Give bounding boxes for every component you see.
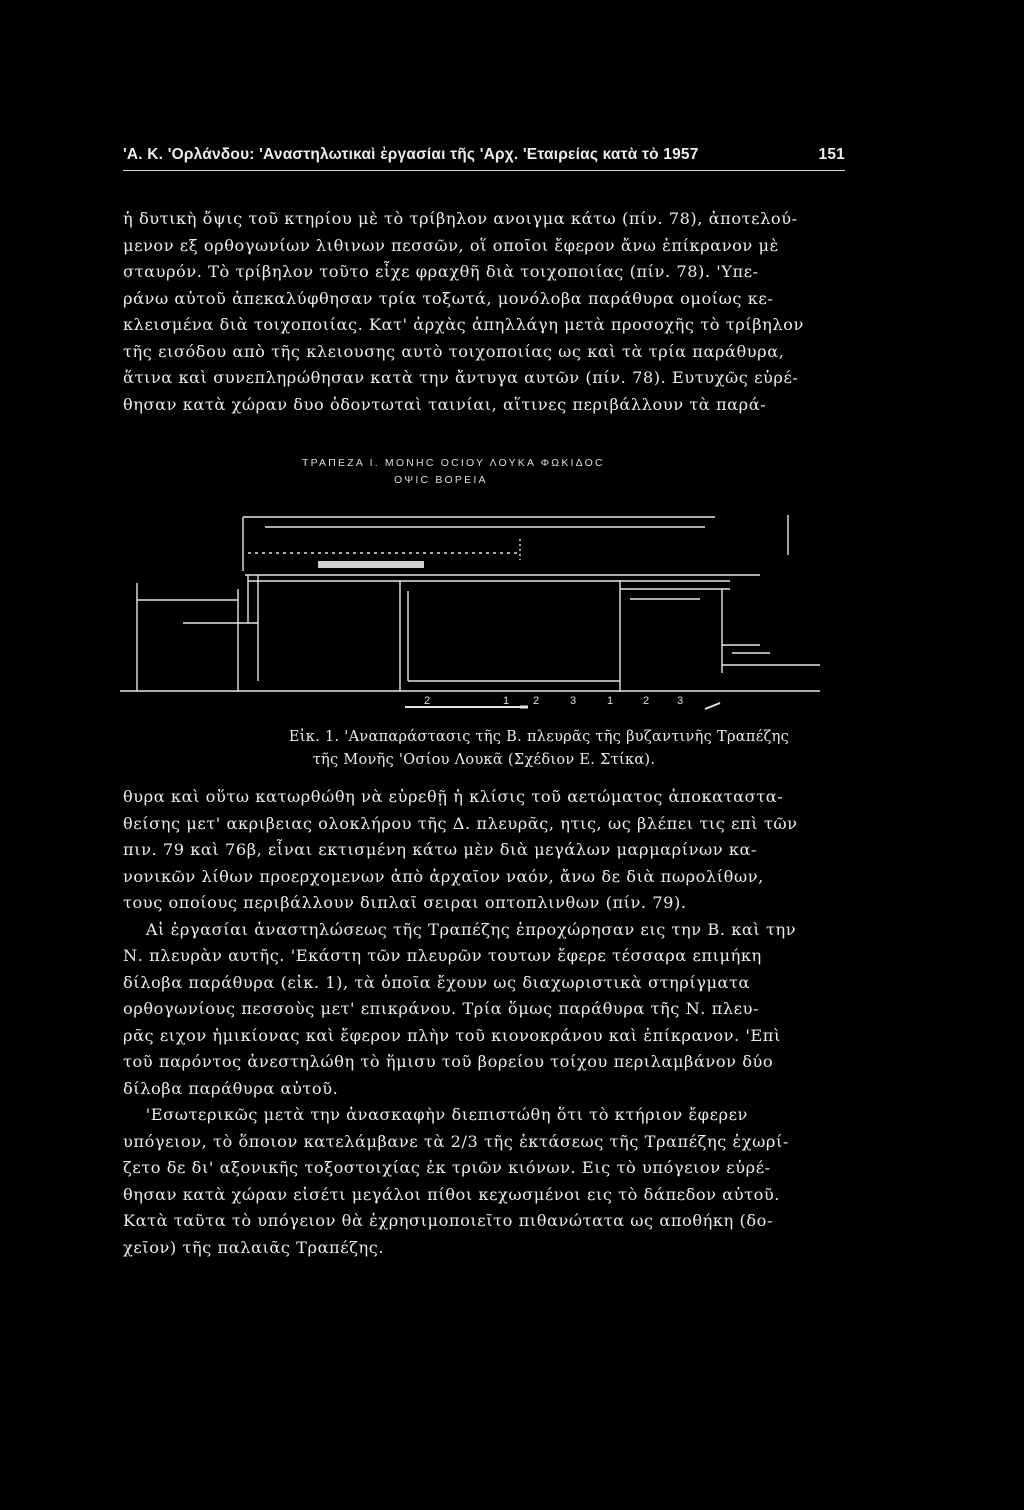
text-line: τῆς εισόδου απὸ τῆς κλειουσης αυτὸ τοιχοποιίας ως καὶ τὰ τρία παράθυρα,: [123, 341, 785, 361]
text-line: ἅτινα καὶ συνεπληρώθησαν κατὰ την ἄντυγα αυτῶν (πίν. 78). Ευτυχῶς εὑρέ-: [123, 368, 799, 387]
text-line: 'Εσωτερικῶς μετὰ την ἀνασκαφὴν διεπιστώθη ὅτι τὸ κτήριον ἔφερεν: [123, 1105, 748, 1124]
scale-label: 1: [607, 695, 614, 707]
text-line: ζετο δε δι' αξονικῆς τοξοστοιχίας ἐκ τριῶν κιόνων. Εις τὸ υπόγειον εὑρέ-: [123, 1158, 771, 1177]
text-line: θείσης μετ' ακριβειας ολοκλήρου τῆς Δ. πλευρᾶς, ητις, ως βλέπει τις επὶ τῶν: [123, 813, 798, 833]
scale-label: 2: [424, 695, 431, 707]
text-line: δίλοβα παράθυρα αὐτοῦ.: [123, 1078, 339, 1098]
text-line: μενον εξ ορθογωνίων λιθινων πεσσῶν, οἵ οποῖοι ἔφερον ἄνω ἐπίκρανον μὲ: [123, 235, 779, 255]
text-line: τους οποίους περιβάλλουν διπλαῖ σειραι οπτοπλινθων (πίν. 79).: [123, 893, 687, 912]
text-line: τοῦ παρόντος ἀνεστηλώθη τὸ ἥμισυ τοῦ βορείου τοίχου περιλαμβάνον δύο: [123, 1052, 774, 1071]
figure-title-line-1: ΤΡΑΠΕΖΑ Ι. ΜΟΝΗC ΟCΙΟΥ ΛΟΥΚΑ ΦΩΚΙΔΟC: [302, 457, 605, 469]
text-line: Κατὰ ταῦτα τὸ υπόγειον θὰ ἐχρησιμοποιεῖτο πιθανώτατα ως αποθήκη (δο-: [123, 1211, 773, 1230]
page-number: 151: [818, 146, 845, 163]
elevation-drawing: [120, 505, 820, 717]
figure-title: [302, 455, 605, 489]
text-line: ἡ δυτικὴ ὄψις τοῦ κτηρίου μὲ τὸ τρίβηλον ανοιγμα κάτω (πίν. 78), ἀποτελού-: [123, 209, 798, 228]
text-line: πιν. 79 καὶ 76β, εἶναι εκτισμένη κάτω μὲν διὰ μεγάλων μαρμαρίνων κα-: [123, 840, 757, 859]
figure-caption: [123, 726, 845, 772]
caption-line-2: τῆς Μονῆς 'Οσίου Λουκᾶ (Σχέδιον Ε. Στίκα).: [312, 752, 656, 768]
caption-line-1: Εἰκ. 1. 'Αναπαράστασις τῆς Β. πλευρᾶς τῆς βυζαντινῆς Τραπέζης: [288, 729, 790, 745]
scale-label: 1: [503, 695, 510, 707]
text-line: σταυρόν. Τὸ τρίβηλον τοῦτο εἶχε φραχθῆ διὰ τοιχοποιίας (πίν. 78). 'Υπε-: [123, 262, 759, 281]
figure-title-line-2: ΟΨΙC ΒΟΡΕΙΑ: [394, 474, 488, 486]
text-line: ράνω αὐτοῦ ἀπεκαλύφθησαν τρία τοξωτά, μονόλοβα παράθυρα ομοίως κε-: [123, 288, 774, 308]
scale-bar-end: [705, 703, 720, 709]
text-line: νονικῶν λίθων προερχομενων ἀπὸ ἀρχαῖον ναόν, ἄνω δε διὰ πωρολίθων,: [123, 866, 764, 886]
scale-label: 2: [643, 695, 650, 707]
scale-label: 3: [570, 695, 577, 707]
text-line: θησαν κατὰ χώραν δυο ὀδοντωταὶ ταινίαι, αἵτινες περιβάλλουν τὰ παρά-: [123, 394, 767, 414]
scale-label: 3: [677, 695, 684, 707]
running-header: [123, 146, 845, 171]
text-line: χεῖον) τῆς παλαιᾶς Τραπέζης.: [123, 1237, 385, 1257]
text-line: κλεισμένα διὰ τοιχοποιίας. Κατ' ἀρχὰς ἀπηλλάγη μετὰ προσοχῆς τὸ τρίβηλον: [123, 315, 804, 334]
scale-label: 2: [533, 695, 540, 707]
text-line: ρᾶς ειχον ἡμικίονας καὶ ἔφερον πλὴν τοῦ κιονοκράνου καὶ ἐπίκρανον. 'Επὶ: [123, 1025, 781, 1045]
text-line: Ν. πλευρὰν αυτῆς. 'Εκάστη τῶν πλευρῶν τουτων ἔφερε τέσσαρα επιμήκη: [123, 946, 762, 965]
text-line: θυρα καὶ οὕτω κατωρθώθη νὰ εὑρεθῇ ἡ κλίσις τοῦ αετώματος ἀποκαταστα-: [123, 787, 784, 806]
text-line: θησαν κατὰ χώραν εἰσέτι μεγάλοι πίθοι κεχωσμένοι εις τὸ δάπεδον αὐτοῦ.: [123, 1184, 781, 1204]
running-title: 'Α. Κ. 'Ορλάνδου: 'Αναστηλωτικαὶ ἐργασίαι τῆς 'Αρχ. 'Εταιρείας κατὰ τὸ 1957: [123, 146, 699, 163]
text-line: Αἱ ἐργασίαι ἀναστηλώσεως τῆς Τραπέζης ἐπροχώρησαν εις την Β. καὶ την: [123, 919, 797, 939]
text-line: ορθογωνίους πεσσοὺς μετ' επικράνου. Τρία ὅμως παράθυρα τῆς Ν. πλευ-: [123, 999, 760, 1018]
text-line: υπόγειον, τὸ ὅποιον κατελάμβανε τὰ 2/3 τῆς ἐκτάσεως τῆς Τραπέζης ἐχωρί-: [123, 1131, 789, 1151]
text-line: δίλοβα παράθυρα (εἰκ. 1), τὰ ὁποῖα ἔχουν ως διαχωριστικὰ στηρίγματα: [123, 972, 751, 992]
paragraph-1: [123, 206, 845, 418]
hatched-band: [318, 561, 424, 568]
paragraph-2: [123, 784, 845, 1261]
